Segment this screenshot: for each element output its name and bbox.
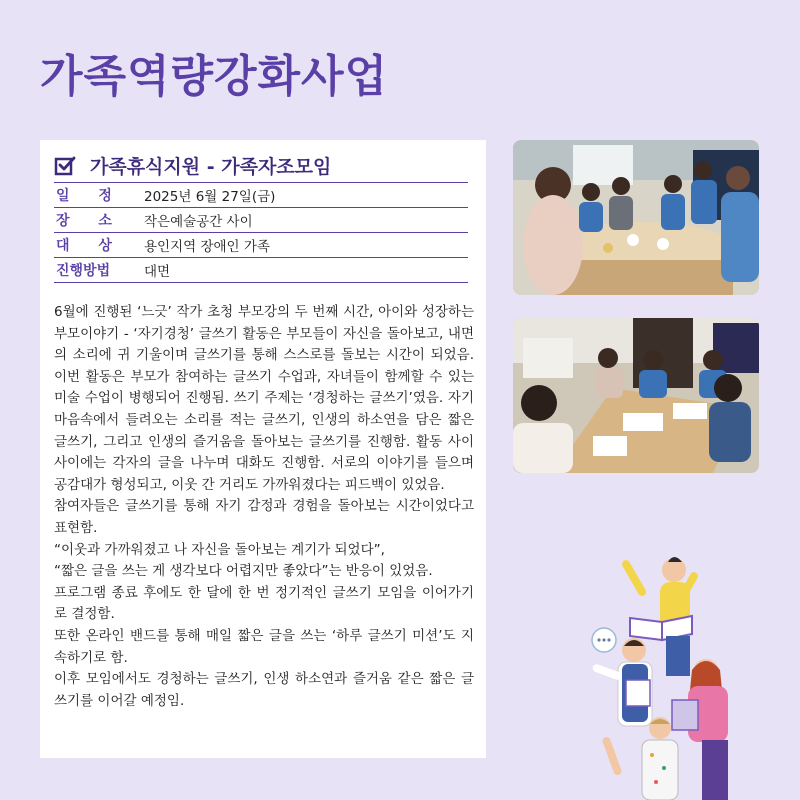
content-card <box>40 140 486 758</box>
section-title: 가족휴식지원 - 가족자조모임 <box>90 156 332 178</box>
info-value: 대면 <box>144 264 171 280</box>
page-title: 가족역량강화사업 <box>40 51 389 102</box>
body-paragraph: “이웃과 가까워졌고 나 자신을 돌아보는 계기가 되었다”, <box>54 541 385 558</box>
info-row-target <box>54 232 468 257</box>
checkbox-icon <box>54 155 76 177</box>
activity-photo-2 <box>513 318 759 473</box>
info-key: 대 상 <box>56 238 124 254</box>
body-paragraph: 참여자들은 글쓰기를 통해 자기 감정과 경험을 돌아보는 시간이었다고 표현함. <box>54 498 474 536</box>
section-heading <box>54 152 331 179</box>
body-paragraph: 6월에 진행된 ‘느긋’ 작가 초청 부모강의 두 번째 시간, 아이와 성장하는 부모이야기 - ‘자기경청’ 글쓰기 활동은 부모들이 자신을 돌아보고, 내면의 소리에 귀 기울이며 글쓰기를 통해 스스로를 돌보는 시간이 되었음. 이번 활동은 부모가 참여하는 글쓰기 수업과, 자녀들이 함께할 수 있는 미술 수업이 병행되어 진행됨. 쓰기 주제는 ‘경청하는 글쓰기’였음. 자기 마음속에서 들려오는 소리를 적는 글쓰기, 인생의 하소연을 담은 짧은 글쓰기, 그리고 인생의 즐거움을 돌아보는 글쓰기를 진행함. 활동 사이사이에는 각자의 글을 나누며 대화도 진행함. 서로의 이야기를 들으며 공감대가 형성되고, 이웃 간 거리도 가까워졌다는 피드백이 있었음. <box>54 304 474 493</box>
info-key: 진행방법 <box>56 263 111 279</box>
activity-photo-1 <box>513 140 759 295</box>
body-text <box>54 302 474 712</box>
info-row-place <box>54 207 468 232</box>
info-key: 일 정 <box>56 188 124 204</box>
info-value: 용인지역 장애인 가족 <box>144 239 270 255</box>
body-paragraph: 또한 온라인 밴드를 통해 매일 짧은 글을 쓰는 ‘하루 글쓰기 미션’도 지속하기로 함. <box>54 627 474 666</box>
body-paragraph: 이후 모임에서도 경청하는 글쓰기, 인생 하소연과 즐거움 같은 짧은 글쓰기를 이어갈 예정임. <box>54 671 474 709</box>
info-table <box>54 182 468 283</box>
info-row-method <box>54 257 468 283</box>
people-illustration <box>572 540 782 800</box>
info-value: 작은예술공간 사이 <box>144 214 253 230</box>
body-paragraph: “짧은 글을 쓰는 게 생각보다 어렵지만 좋았다”는 반응이 있었음. <box>54 563 433 580</box>
info-value: 2025년 6월 27일(금) <box>144 189 276 205</box>
info-row-date <box>54 182 468 207</box>
body-paragraph: 프로그램 종료 후에도 한 달에 한 번 정기적인 글쓰기 모임을 이어가기로 결정함. <box>54 584 474 623</box>
info-key: 장 소 <box>56 213 124 229</box>
